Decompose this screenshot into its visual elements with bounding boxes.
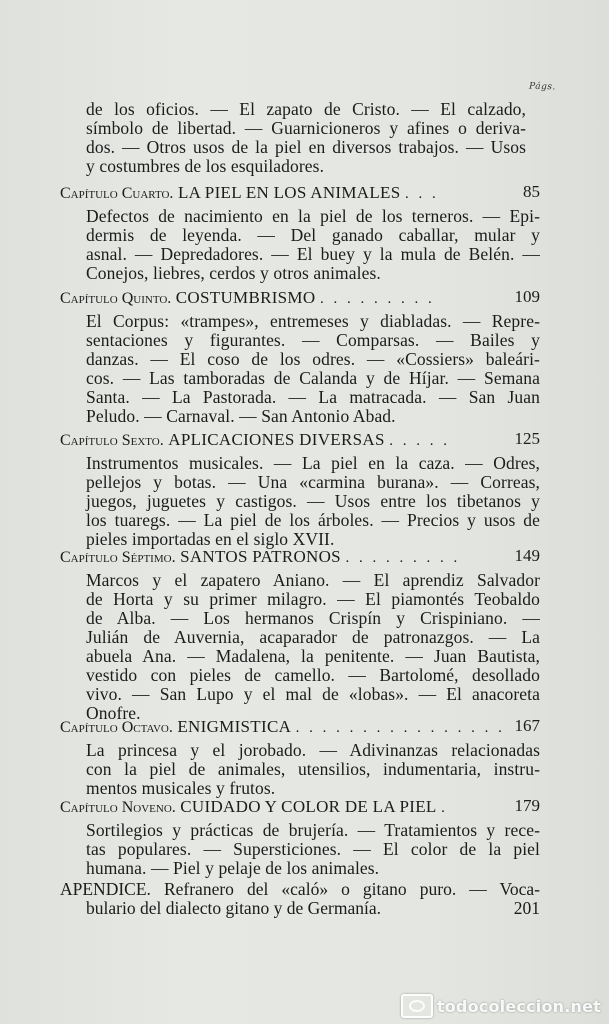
contents-line: Instrumentos musicales. — La piel en la caza. — Odres, <box>86 453 540 473</box>
chapter-entry-octavo <box>60 716 540 798</box>
contents-line: cos. — Las tamboradas de Calanda y de Híjar. — Semana <box>86 368 540 388</box>
intro-continuation <box>86 100 526 176</box>
contents-line: juegos, juguetes y castigos. — Usos entre los tibetanos y <box>86 491 540 511</box>
contents-line: sentaciones y figurantes. — Comparsas. — Bailes y <box>86 330 540 350</box>
todocoleccion-logo-icon <box>401 994 433 1018</box>
chapter-entry-septimo <box>60 546 540 723</box>
contents-line: asnal. — Depredadores. — El buey y la mula de Belén. — <box>86 244 540 264</box>
chapter-entry-quinto <box>60 287 540 426</box>
contents-line: La princesa y el jorobado. — Adivinanzas relacionadas <box>86 740 540 760</box>
apendice-line <box>60 899 540 918</box>
apendice-line: APENDICE. Refranero del «caló» o gitano puro. — Voca- <box>60 879 540 899</box>
apendice-entry <box>60 880 540 918</box>
leader-dots: . <box>441 800 448 816</box>
chapter-label: Capítulo Séptimo. <box>60 549 176 566</box>
chapter-heading <box>60 546 540 571</box>
contents-line: Sortilegios y prácticas de brujería. — Tratamientos y rece- <box>86 820 540 840</box>
chapter-title: CUIDADO Y COLOR DE LA PIEL <box>180 797 437 816</box>
apendice-line-text: bulario del dialecto gitano y de Germanía. <box>86 898 381 918</box>
chapter-contents <box>60 207 540 283</box>
chapter-label: Capítulo Cuarto. <box>60 185 174 202</box>
chapter-label: Capítulo Noveno. <box>60 799 176 816</box>
contents-line: vestido con pieles de camello. — Bartolomé, desollado <box>86 665 540 685</box>
leader-dots: . . . . . . . . . <box>345 550 461 566</box>
page-number: 179 <box>514 796 540 815</box>
contents-line: Onofre. <box>86 703 141 723</box>
pages-column-label: Págs. <box>528 81 556 93</box>
chapter-label: Capítulo Quinto. <box>60 290 172 307</box>
contents-line: los tuaregs. — La piel de los árboles. — Precios y usos de <box>86 510 540 530</box>
page-number: 167 <box>514 716 540 735</box>
chapter-title: APLICACIONES DIVERSAS <box>168 430 385 449</box>
contents-line: Julián de Auvernia, acaparador de patronazgos. — La <box>86 627 540 647</box>
chapter-heading <box>60 796 540 821</box>
chapter-contents <box>60 571 540 723</box>
chapter-title: COSTUMBRISMO <box>175 288 316 307</box>
contents-line: danzas. — El coso de los odres. — «Cossiers» baleári- <box>86 349 540 369</box>
contents-line: mentos musicales y frutos. <box>86 778 276 798</box>
chapter-heading <box>60 429 540 454</box>
intro-line: dos. — Otros usos de la piel en diversos trabajos. — Usos <box>86 137 526 157</box>
chapter-entry-noveno <box>60 796 540 878</box>
leader-dots: . . . . . <box>389 433 450 449</box>
chapter-title: LA PIEL EN LOS ANIMALES <box>177 183 401 202</box>
chapter-contents <box>60 454 540 549</box>
chapter-contents <box>60 821 540 878</box>
contents-line: Peludo. — Carnaval. — San Antonio Abad. <box>86 406 396 426</box>
chapter-contents <box>60 312 540 426</box>
chapter-heading <box>60 716 540 741</box>
chapter-entry-sexto <box>60 429 540 549</box>
contents-line: pieles importadas en el siglo XVII. <box>86 529 335 549</box>
contents-line: Marcos y el zapatero Aniano. — El aprendiz Salvador <box>86 570 540 590</box>
intro-line: de los oficios. — El zapato de Cristo. — El calzado, <box>86 99 526 119</box>
page-number: 85 <box>523 182 540 201</box>
chapter-label: Capítulo Octavo. <box>60 719 173 736</box>
chapter-title: ENIGMISTICA <box>177 717 292 736</box>
contents-line: pellejos y botas. — Una «carmina burana». — Correas, <box>86 472 540 492</box>
contents-line: abuela Ana. — Madalena, la penitente. — Juan Bautista, <box>86 646 540 666</box>
page-number: 201 <box>513 898 540 918</box>
watermark <box>401 994 601 1018</box>
page-number: 109 <box>514 287 540 306</box>
chapter-title: SANTOS PATRONOS <box>180 547 341 566</box>
intro-line: símbolo de libertad. — Guarnicioneros y afines o deriva- <box>86 118 526 138</box>
chapter-heading <box>60 182 540 207</box>
contents-line: humana. — Piel y pelaje de los animales. <box>86 858 380 878</box>
leader-dots: . . . <box>404 186 439 202</box>
contents-line: Conejos, liebres, cerdos y otros animales. <box>86 263 381 283</box>
chapter-entry-cuarto <box>60 182 540 283</box>
leader-dots: . . . . . . . . . . . . . . . . <box>295 720 505 736</box>
contents-line: tas populares. — Supersticiones. — El color de la piel <box>86 839 540 859</box>
page-number: 149 <box>514 546 540 565</box>
contents-line: de Alba. — Los hermanos Crispín y Crispiniano. — <box>86 608 540 628</box>
contents-line: dermis de leyenda. — Del ganado caballar, mular y <box>86 225 540 245</box>
chapter-contents <box>60 741 540 798</box>
contents-line: de Horta y su primer milagro. — El piamontés Teobaldo <box>86 589 540 609</box>
contents-line: Defectos de nacimiento en la piel de los terneros. — Epi- <box>86 206 540 226</box>
watermark-text: todocoleccion.net <box>436 996 601 1016</box>
contents-line: con la piel de animales, utensilios, indumentaria, instru- <box>86 759 540 779</box>
chapter-heading <box>60 287 540 312</box>
chapter-label: Capítulo Sexto. <box>60 432 164 449</box>
contents-line: vivo. — San Lupo y el mal de «lobas». — El anacoreta <box>86 684 540 704</box>
contents-line: Santa. — La Pastorada. — La matracada. — San Juan <box>86 387 540 407</box>
contents-line: El Corpus: «trampes», entremeses y diabladas. — Repre- <box>86 311 540 331</box>
intro-line: y costumbres de los esquiladores. <box>86 156 325 176</box>
leader-dots: . . . . . . . . . <box>319 291 435 307</box>
page-number: 125 <box>514 429 540 448</box>
